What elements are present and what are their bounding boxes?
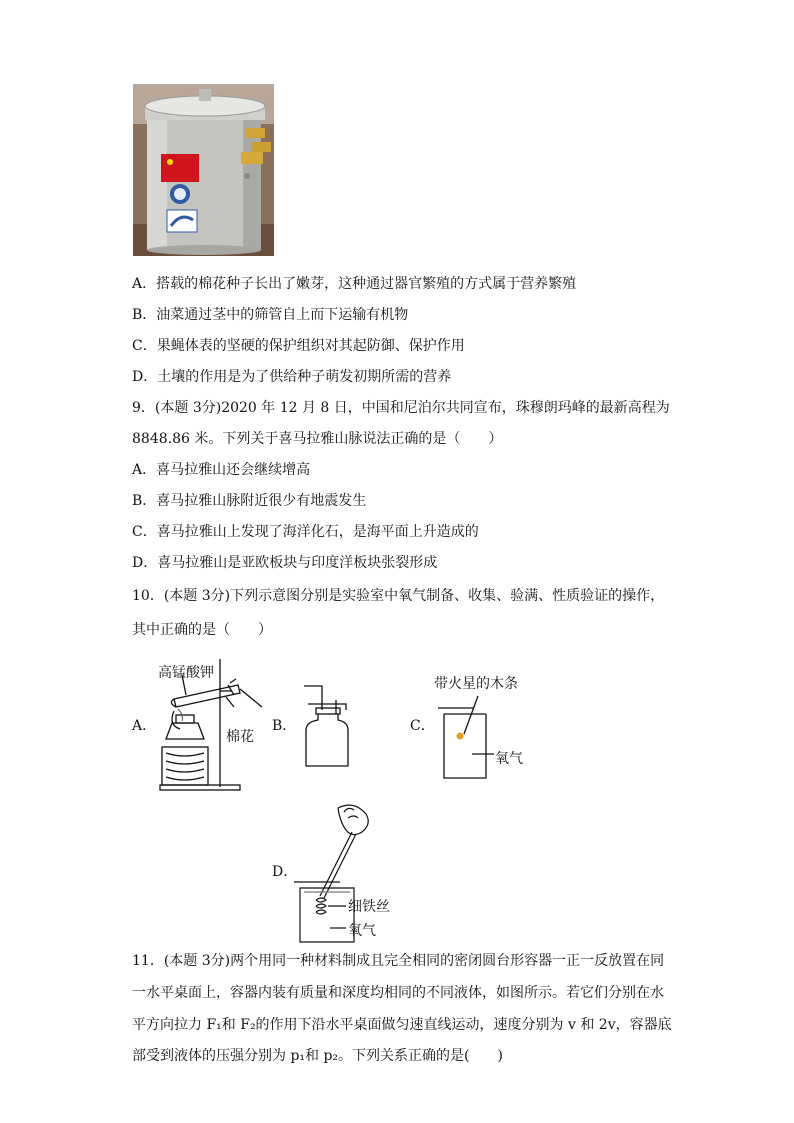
figure-d-iron-burning	[294, 800, 380, 944]
figure-b-label: B．	[272, 718, 297, 734]
q10-stem-line1: 10．(本题 3分)下列示意图分别是实验室中氧气制备、收集、验满、性质验证的操作，	[132, 588, 665, 604]
q11-line3: 平方向拉力 F₁和 F₂的作用下沿水平桌面做匀速直线运动，速度分别为 v 和 2v，容器底	[132, 1017, 672, 1033]
q9-option-a: A．喜马拉雅山还会继续增高	[132, 462, 311, 478]
oxygen-label-d: 氧气	[348, 923, 376, 939]
figure-c-splint-test	[438, 694, 500, 784]
q9-option-c: C．喜马拉雅山上发现了海洋化石，是海平面上升造成的	[132, 524, 479, 540]
oxygen-label-c: 氧气	[495, 751, 523, 767]
figure-a-heating-apparatus	[152, 655, 264, 795]
q11-line1: 11．(本题 3分)两个用同一种材料制成且完全相同的密闭圆台形容器一正一反放置在同	[132, 953, 665, 969]
q9-stem-line1: 9．(本题 3分)2020 年 12 月 8 日，中国和尼泊尔共同宣布，珠穆朗玛峰的最新高程为	[132, 400, 670, 416]
q8-option-b: B．油菜通过茎中的筛管自上而下运输有机物	[132, 307, 409, 323]
figure-a-label: A．	[132, 718, 157, 734]
glowing-splint-label: 带火星的木条	[434, 676, 518, 692]
q8-option-d: D．土壤的作用是为了供给种子萌发初期所需的营养	[132, 369, 452, 385]
q9-option-d: D．喜马拉雅山是亚欧板块与印度洋板块张裂形成	[132, 555, 438, 571]
figure-b-gas-bottle	[296, 680, 356, 772]
q8-option-a: A．搭载的棉花种子长出了嫩芽，这种通过器官繁殖的方式属于营养繁殖	[132, 276, 577, 292]
figure-d-label: D．	[272, 864, 298, 880]
iron-wire-label: 细铁丝	[348, 899, 390, 915]
q10-stem-line2: 其中正确的是（ ）	[132, 622, 272, 638]
figure-c-label: C．	[410, 718, 435, 734]
potassium-permanganate-label: 高锰酸钾	[158, 665, 214, 681]
q8-option-c: C．果蝇体表的坚硬的保护组织对其起防御、保护作用	[132, 338, 465, 354]
seed-container-photo	[133, 84, 274, 256]
q9-stem-line2: 8848.86 米。下列关于喜马拉雅山脉说法正确的是（ ）	[132, 431, 503, 447]
q11-line4: 部受到液体的压强分别为 p₁和 p₂。下列关系正确的是( )	[132, 1048, 503, 1064]
q9-option-b: B．喜马拉雅山脉附近很少有地震发生	[132, 493, 367, 509]
cotton-label: 棉花	[226, 729, 254, 745]
q11-line2: 一水平桌面上，容器内装有质量和深度均相同的不同液体，如图所示。若它们分别在水	[132, 985, 664, 1001]
